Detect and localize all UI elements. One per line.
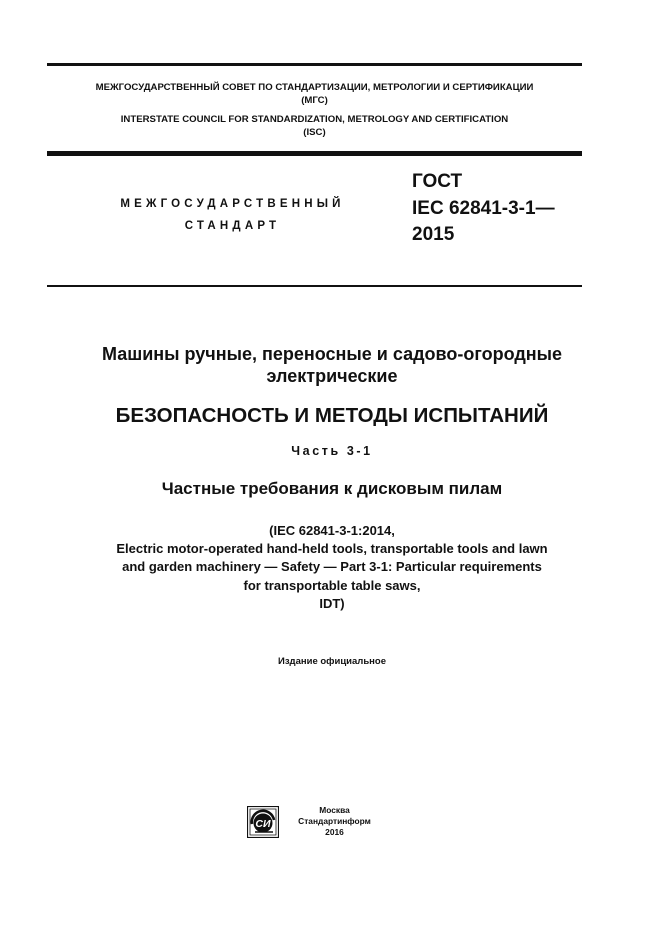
gost-year: 2015: [412, 224, 455, 245]
iec-reference-line4: for transportable table saws,: [243, 577, 421, 593]
standard-label-line1: МЕЖГОСУДАРСТВЕННЫЙ: [120, 198, 345, 210]
edition-note: Издание официальное: [278, 656, 386, 667]
council-en-line1: INTERSTATE COUNCIL FOR STANDARDIZATION, METROLOGY AND CERTIFICATION: [120, 114, 509, 125]
gost-number: IEC 62841-3-1—: [412, 197, 555, 219]
gost-prefix: ГОСТ: [412, 171, 463, 192]
publisher-name: Стандартинформ: [298, 816, 371, 826]
publisher-city: Москва: [319, 805, 350, 815]
standartinform-logo-icon: [247, 806, 279, 838]
document-title-line1: Машины ручные, переносные и садово-огородные: [101, 344, 563, 364]
publisher-year: 2016: [325, 827, 344, 837]
part-number: Часть 3-1: [291, 444, 373, 458]
council-name-russian: [47, 81, 582, 107]
middle-rule: [47, 151, 582, 156]
document-title-line2: электрические: [266, 366, 398, 386]
iec-reference-line3: and garden machinery — Safety — Part 3-1: Particular requirements: [122, 559, 542, 575]
publisher-block: [282, 805, 387, 838]
iec-reference-line1: (IEC 62841-3-1:2014,: [269, 523, 395, 538]
iec-reference-line2: Electric motor-operated hand-held tools, transportable tools and lawn: [116, 541, 548, 557]
bottom-rule: [47, 285, 582, 287]
safety-heading: БЕЗОПАСНОСТЬ И МЕТОДЫ ИСПЫТАНИЙ: [115, 404, 549, 427]
standard-label: [100, 193, 365, 237]
council-en-abbrev: (ISC): [303, 127, 326, 138]
document-title: [47, 343, 617, 387]
iec-reference: [47, 522, 617, 613]
gost-designation: [412, 169, 555, 249]
standard-label-line2: СТАНДАРТ: [184, 220, 281, 232]
iec-reference-line5: IDT): [319, 595, 345, 611]
top-rule: [47, 63, 582, 66]
council-name-english: [47, 113, 582, 139]
svg-text:СИ: СИ: [255, 818, 271, 830]
council-ru-line1: МЕЖГОСУДАРСТВЕННЫЙ СОВЕТ ПО СТАНДАРТИЗАЦИИ, МЕТРОЛОГИИ И СЕРТИФИКАЦИИ: [95, 82, 534, 93]
council-ru-abbrev: (МГС): [301, 95, 328, 106]
part-subtitle: Частные требования к дисковым пилам: [161, 479, 503, 498]
